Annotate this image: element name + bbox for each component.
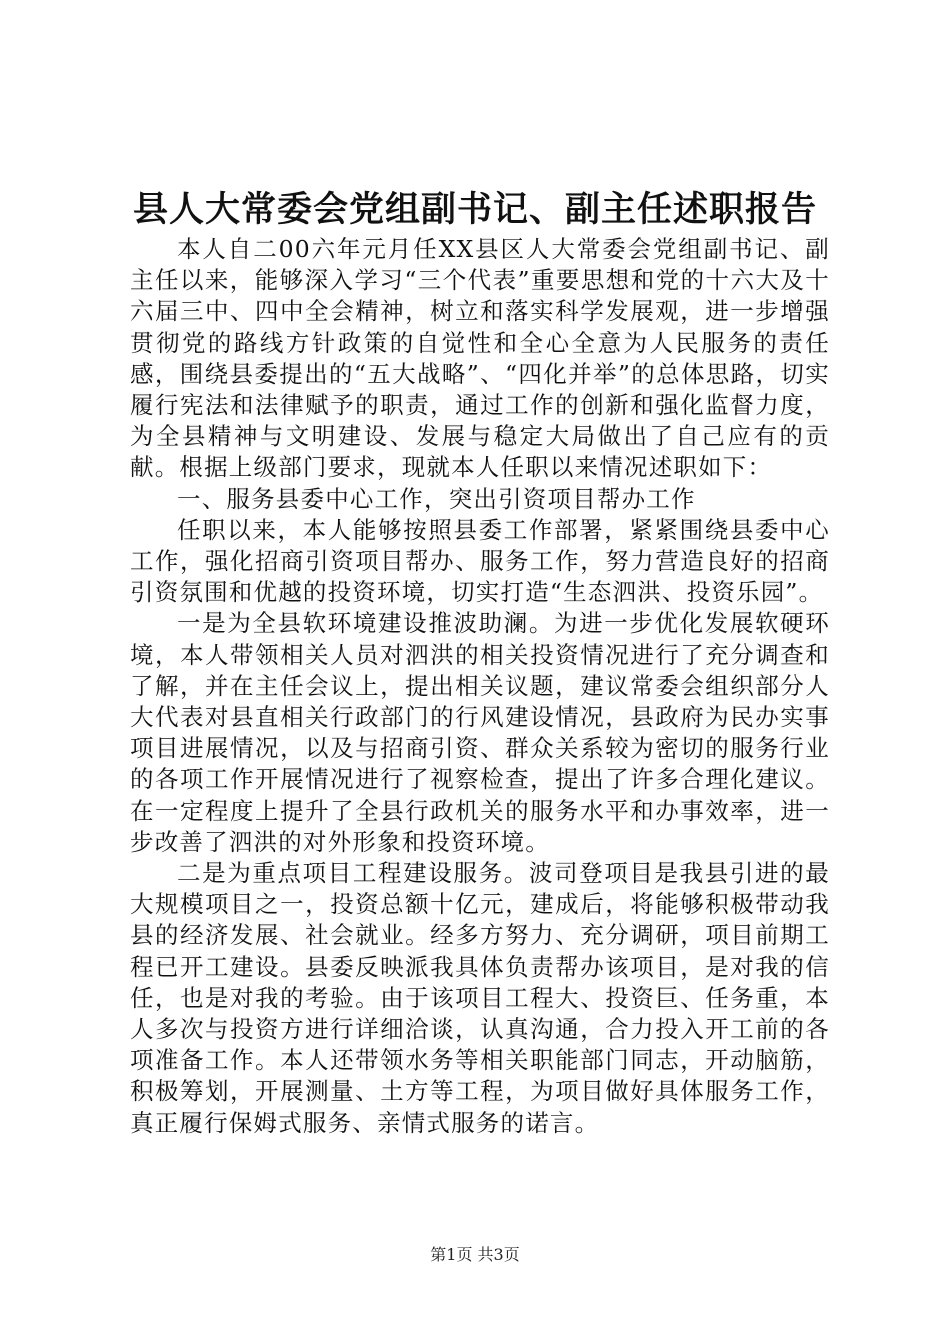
paragraph-section-1-summary: 任职以来，本人能够按照县委工作部署，紧紧围绕县委中心工作，强化招商引资项目帮办、服务工作，努力营造良好的招商引资氛围和优越的投资环境，切实打造“生态泗洪、投资乐园”。: [130, 515, 830, 607]
paragraph-intro: 本人自二00六年元月任XX县区人大常委会党组副书记、副主任以来，能够深入学习“三个代表”重要思想和党的十六大及十六届三中、四中全会精神，树立和落实科学发展观，进一步增强贯彻党的路线方针政策的自觉性和全心全意为人民服务的责任感，围绕县委提出的“五大战略”、“四化并举”的总体思路，切实履行宪法和法律赋予的职责，通过工作的创新和强化监督力度，为全县精神与文明建设、发展与稳定大局做出了自己应有的贡献。根据上级部门要求，现就本人任职以来情况述职如下：: [130, 235, 830, 482]
page-number-footer: 第1页 共3页: [430, 1245, 520, 1264]
document-title: 县人大常委会党组副书记、副主任述职报告: [132, 189, 817, 230]
section-heading-1: 一、服务县委中心工作，突出引资项目帮办工作: [177, 484, 696, 513]
document-body: [130, 234, 830, 1139]
paragraph-key-projects: 二是为重点项目工程建设服务。波司登项目是我县引进的最大规模项目之一，投资总额十亿元，建成后，将能够积极带动我县的经济发展、社会就业。经多方努力、充分调研，项目前期工程已开工建设。县委反映派我具体负责帮办该项目，是对我的信任，也是对我的考验。由于该项目工程大、投资巨、任务重，本人多次与投资方进行详细洽谈，认真沟通，合力投入开工前的各项准备工作。本人还带领水务等相关职能部门同志，开动脑筋，积极筹划，开展测量、土方等工程，为项目做好具体服务工作，真正履行保姆式服务、亲情式服务的诺言。: [130, 859, 830, 1137]
paragraph-soft-environment: 一是为全县软环境建设推波助澜。为进一步优化发展软硬环境，本人带领相关人员对泗洪的相关投资情况进行了充分调查和了解，并在主任会议上，提出相关议题，建议常委会组织部分人大代表对县直相关行政部门的行风建设情况，县政府为民办实事项目进展情况，以及与招商引资、群众关系较为密切的服务行业的各项工作开展情况进行了视察检查，提出了许多合理化建议。在一定程度上提升了全县行政机关的服务水平和办事效率，进一步改善了泗洪的对外形象和投资环境。: [130, 609, 830, 856]
